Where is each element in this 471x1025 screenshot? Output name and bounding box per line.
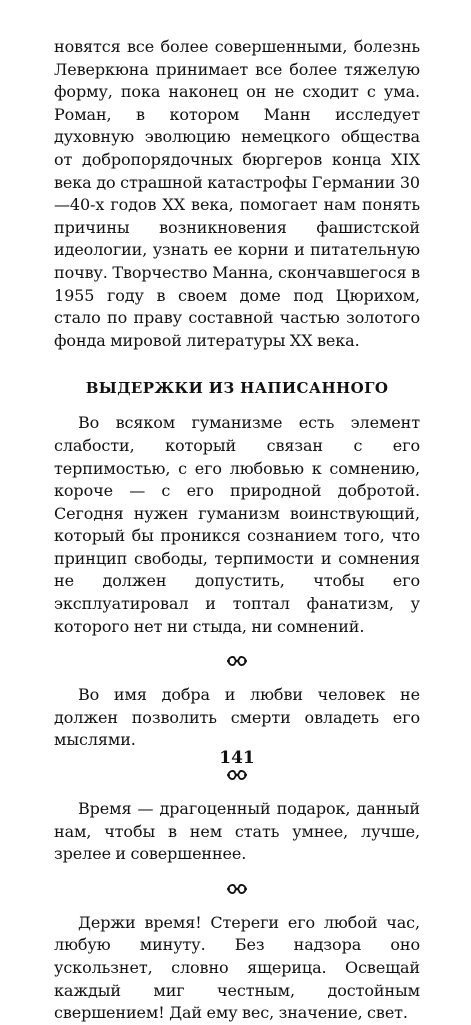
- decorative-ornament-icon: [226, 654, 248, 668]
- quote-4: Держи время! Стереги его любой час, любую минуту. Без надзора оно ускользнет, словно ящерица. Освещай каждый миг честным, достойным свершением! Дай ему вес, значение, свет.: [54, 912, 420, 1023]
- book-page: [54, 36, 420, 1023]
- decorative-ornament-icon: [226, 768, 248, 782]
- quote-1: Во всяком гуманизме есть элемент слабости, который связан с его терпимостью, с его любовью к сомнению, короче — с его природной добротой. Сегодня нужен гуманизм воинствующий, который бы проникся сознанием того, что принцип свободы, терпимости и сомнения не должен допустить, чтобы его эксплуатировал и топтал фанатизм, у которого нет ни стыда, ни сомнений.: [54, 413, 420, 636]
- quote-3: Время — драгоценный подарок, данный нам, чтобы в нем стать умнее, лучше, зрелее и совершеннее.: [54, 799, 420, 864]
- page-number: 141: [219, 748, 255, 768]
- ornament-3: [54, 876, 420, 902]
- section-title: ВЫДЕРЖКИ ИЗ НАПИСАННОГО: [85, 379, 389, 398]
- ornament-1: [54, 648, 420, 674]
- intro-paragraph: новятся все более совершенными, болезнь Леверкюна принимает все более тяжелую форму, пока наконец он не сходит с ума. Роман, в котором Манн исследует духовную эволюцию немецкого общества от добропорядочных бюргеров конца XIX века до страшной катастрофы Германии 30—40-х годов XX века, помогает нам понять причины возникновения фашистской идеологии, узнать ее корни и питательную почву. Творчество Манна, скончавшегося в 1955 году в своем доме под Цюрихом, стало по праву составной частью золотого фонда мировой литературы XX века.: [54, 37, 420, 350]
- quote-2: Во имя добра и любви человек не должен позволить смерти овладеть его мыслями.: [54, 685, 420, 750]
- decorative-ornament-icon: [226, 882, 248, 896]
